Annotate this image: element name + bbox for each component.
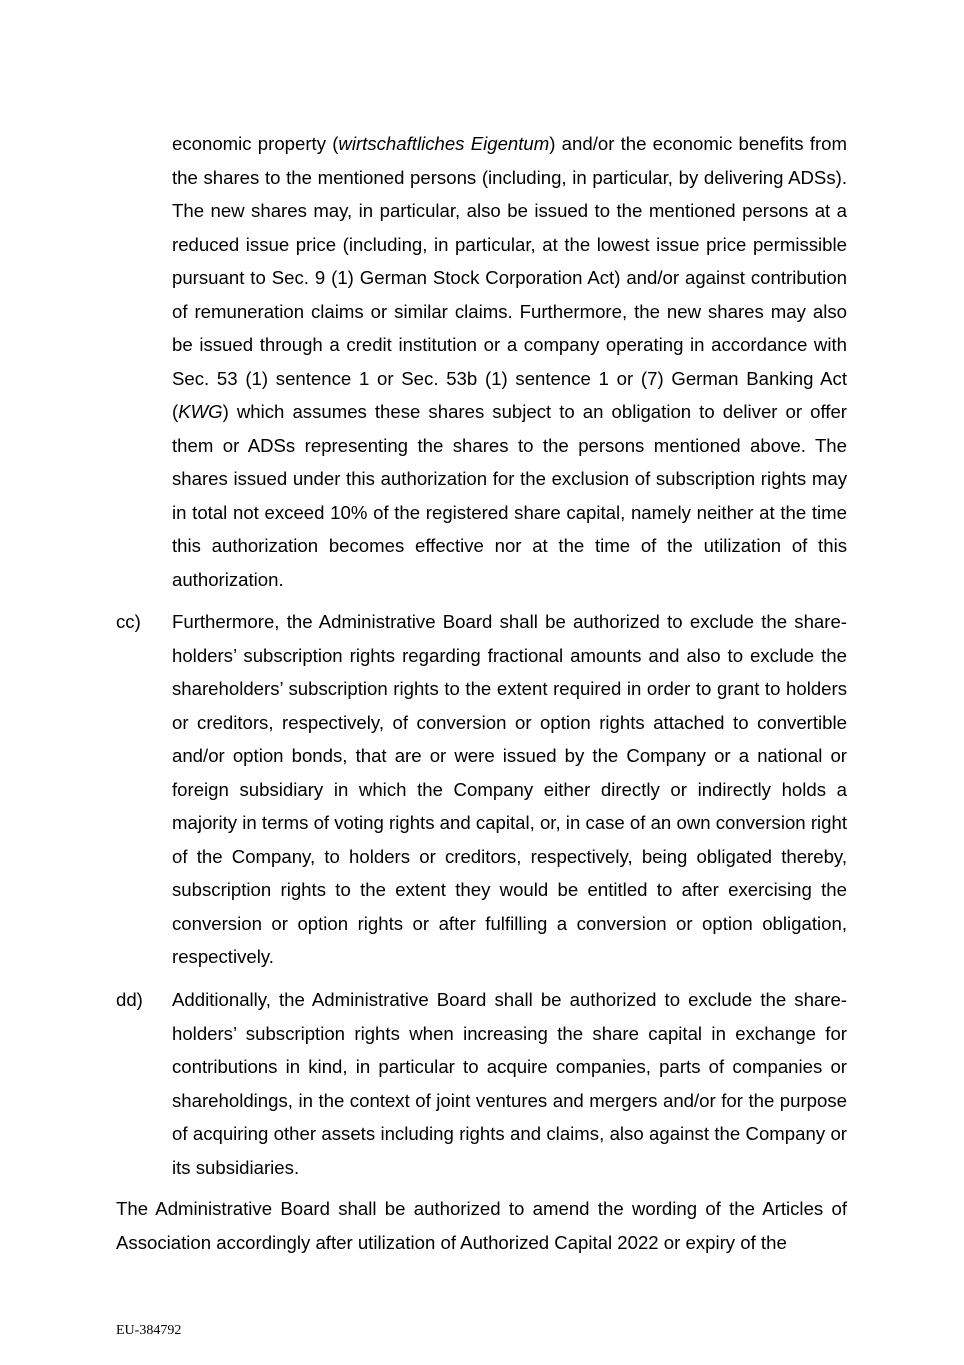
list-item-label: dd) [116, 989, 143, 1010]
paragraph-text-part-3: ) which assumes these shares subject to an obligation to deliver or offer them or ADSs representing the shares to the persons mentioned above. The shares issued under this authorization for the exclusion of subscription rights may in total not exceed 10% of the registered share capital, namely neither at the time this authorization becomes effective nor at the time of the utilization of this authorization. [172, 401, 847, 590]
footer-document-id: EU-384792 [116, 1323, 182, 1338]
continued-paragraph [172, 127, 847, 596]
paragraph-text-part-1: economic property ( [172, 133, 339, 154]
final-paragraph: The Administrative Board shall be authorized to amend the wording of the Articles of Association accordingly after utilization of Authorized Capital 2022 or expiry of the [116, 1198, 847, 1253]
italic-term-wirtschaftliches-eigentum: wirtschaftliches Eigentum [338, 133, 550, 154]
list-item-text: Additionally, the Administrative Board shall be authorized to exclude the shareholders’ subscription rights when increasing the share capital in exchange for contributions in kind, in particular to acquire companies, parts of companies or shareholdings, in the context of joint ventures and mergers and/or for the purpose of acquiring other assets including rights and claims, also against the Company or its subsidiaries. [172, 989, 847, 1178]
list-item-label: cc) [116, 611, 141, 632]
paragraph-text-part-2: ) and/or the economic benefits from the shares to the mentioned persons (including, in particular, by delivering ADSs). The new shares may, in particular, also be issued to the mentioned persons at a reduced issue price (including, in particular, at the lowest issue price permissible pursuant to Sec. 9 (1) German Stock Corporation Act) and/or against contribution of remuneration claims or similar claims. Furthermore, the new shares may also be issued through a credit institution or a company operating in accordance with Sec. 53 (1) sentence 1 or Sec. 53b (1) sentence 1 or (7) German Banking Act ( [172, 133, 848, 422]
list-item-text: Furthermore, the Administrative Board shall be authorized to exclude the shareholders’ subscription rights regarding fractional amounts and also to exclude the shareholders’ subscription rights to the extent required in order to grant to holders or creditors, respectively, of conversion or option rights attached to convertible and/or option bonds, that are or were issued by the Company or a national or foreign subsidiary in which the Company either directly or indirectly holds a majority in terms of voting rights and capital, or, in case of an own conversion right of the Company, to holders or creditors, respectively, being obligated thereby, subscription rights to the extent they would be entitled to after exercising the conversion or option rights or after fulfilling a conversion or option obligation, respectively. [172, 611, 847, 967]
italic-term-kwg: KWG [178, 401, 223, 422]
